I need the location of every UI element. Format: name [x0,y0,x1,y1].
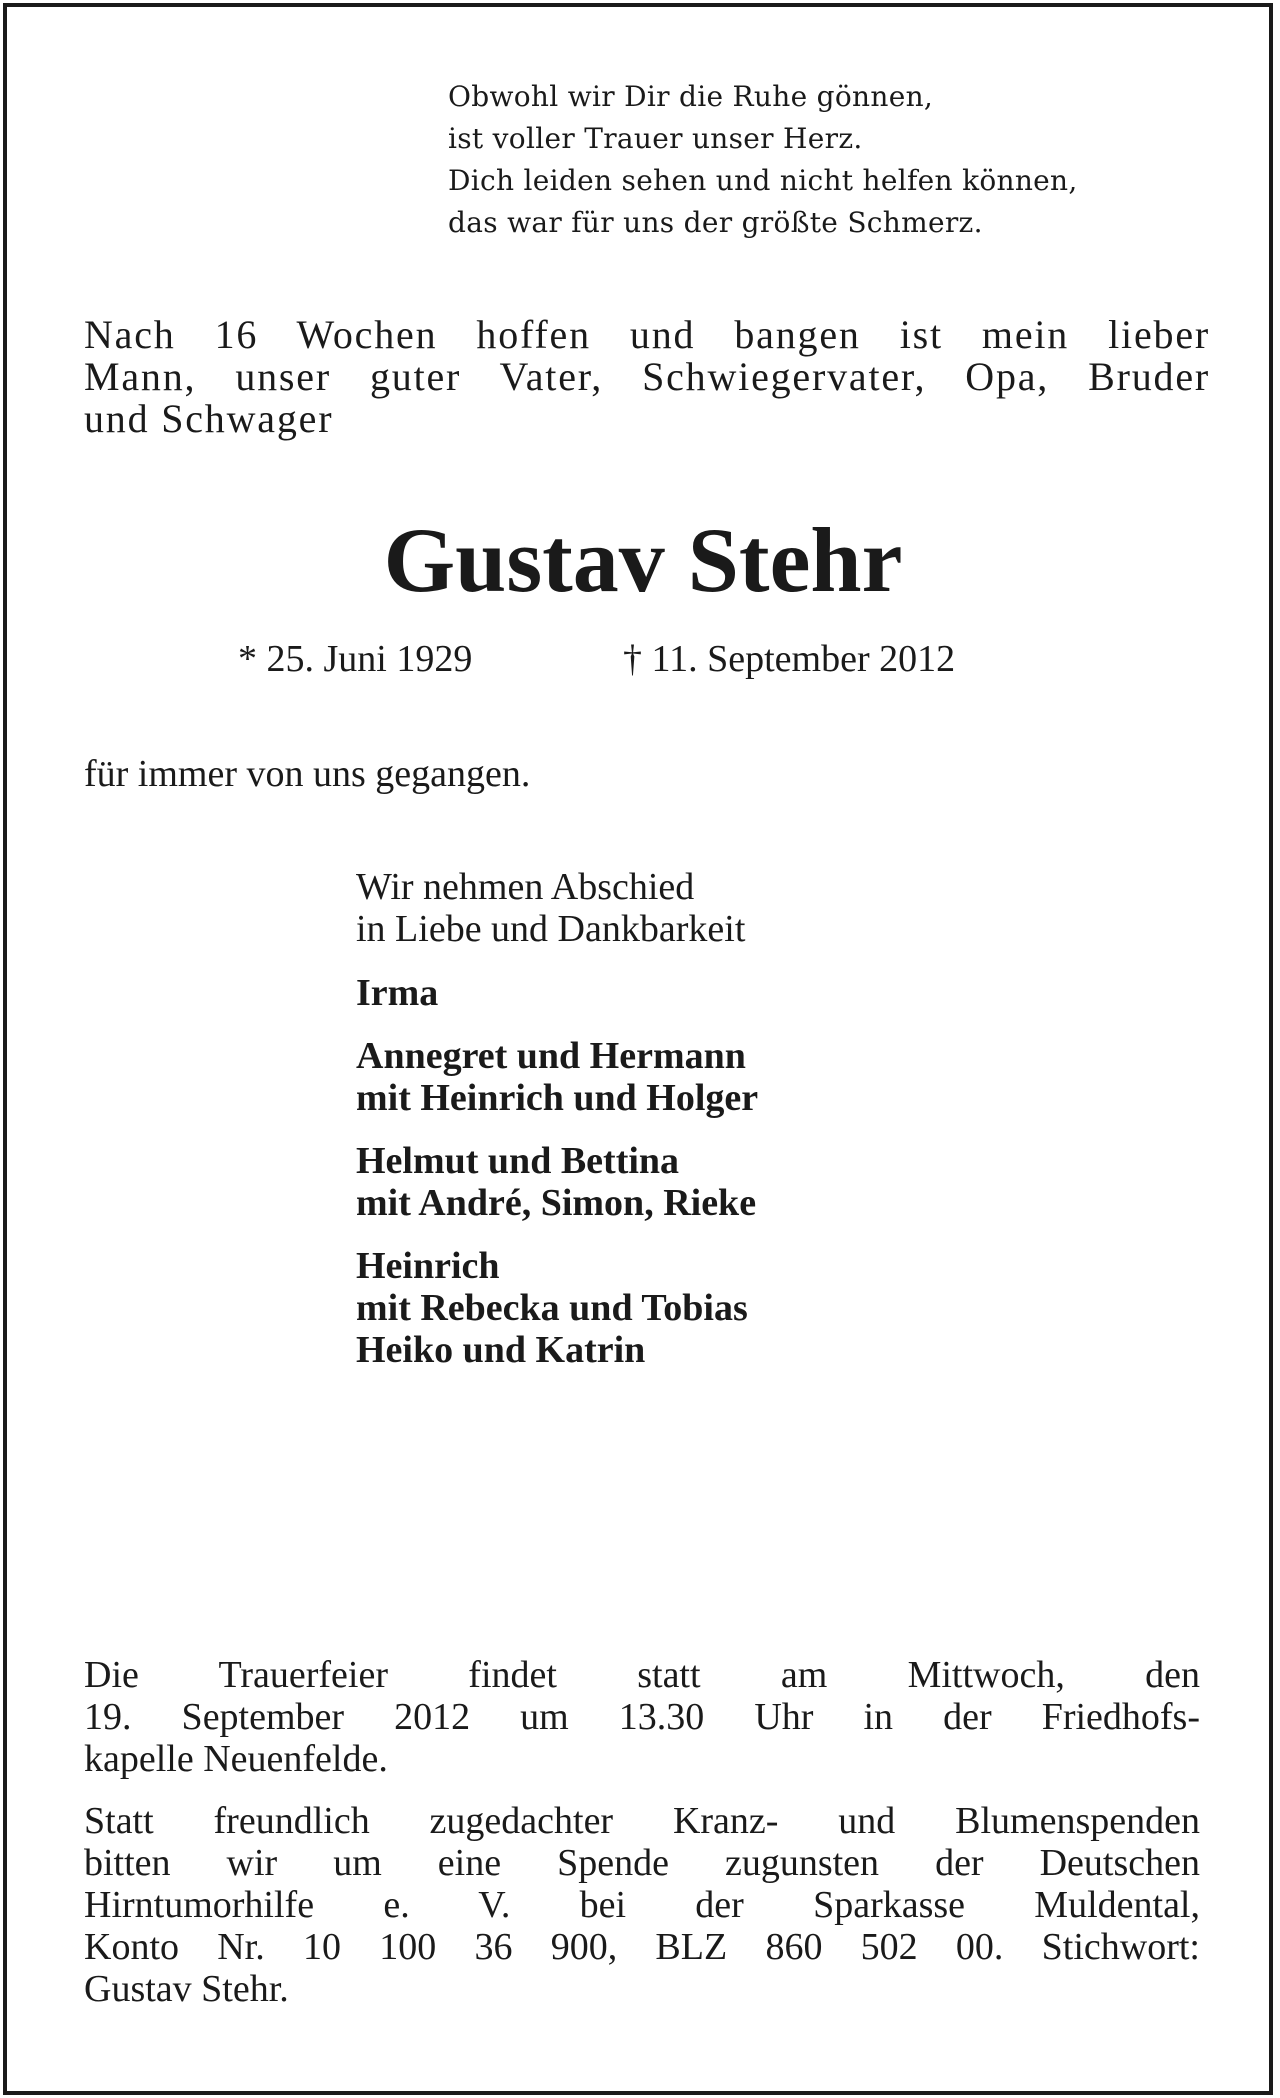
family-member: Heiko und Katrin [356,1329,646,1371]
donation-line: bitten wir um eine Spende zugunsten der Deutschen [84,1842,1200,1884]
donation-line: Konto Nr. 10 100 36 900, BLZ 860 502 00. Stichwort: [84,1926,1200,1968]
family-group [356,972,1156,1014]
farewell-line: Wir nehmen Abschied [356,866,695,908]
deceased-name: Gustav Stehr [383,509,903,611]
family-member: mit André, Simon, Rieke [356,1182,757,1224]
family-group [356,1245,1156,1371]
donation-line: Gustav Stehr. [84,1968,289,2010]
poem-line: Dich leiden sehen und nicht helfen können, [448,164,1078,197]
donation-line: Hirntumorhilfe e. V. bei der Sparkasse Muldental, [84,1884,1200,1926]
farewell-text [356,866,1156,950]
funeral-line: Die Trauerfeier findet statt am Mittwoch, den [84,1654,1200,1696]
family-member: mit Heinrich und Holger [356,1077,759,1119]
family-group [356,1140,1156,1224]
intro-paragraph [84,314,1210,440]
intro-line: Nach 16 Wochen hoffen und bangen ist mein lieber [84,312,1210,357]
donation-info [84,1800,1200,2010]
family-member: Annegret und Hermann [356,1035,746,1077]
family-member: Helmut und Bettina [356,1140,680,1182]
funeral-line: kapelle Neuenfelde. [84,1738,388,1780]
poem-line: Obwohl wir Dir die Ruhe gönnen, [448,80,934,113]
family-member: Irma [356,972,439,1014]
birth-date: * 25. Juni 1929 [238,638,473,680]
donation-line: Statt freundlich zugedachter Kranz- und Blumenspenden [84,1800,1200,1842]
funeral-info [84,1654,1200,2010]
family-member: Heinrich [356,1245,500,1287]
poem-line: das war für uns der größte Schmerz. [448,206,983,239]
poem [448,76,1228,244]
farewell-line: in Liebe und Dankbarkeit [356,908,746,950]
family-member: mit Rebecka und Tobias [356,1287,748,1329]
passing-line: für immer von uns gegangen. [84,753,531,795]
death-date: † 11. September 2012 [623,638,956,680]
family-list [356,972,1156,1392]
funeral-line: 19. September 2012 um 13.30 Uhr in der Friedhofs- [84,1696,1200,1738]
intro-line: und Schwager [84,396,334,441]
intro-line: Mann, unser guter Vater, Schwiegervater, Opa, Bruder [84,354,1210,399]
family-group [356,1035,1156,1119]
poem-line: ist voller Trauer unser Herz. [448,122,863,155]
